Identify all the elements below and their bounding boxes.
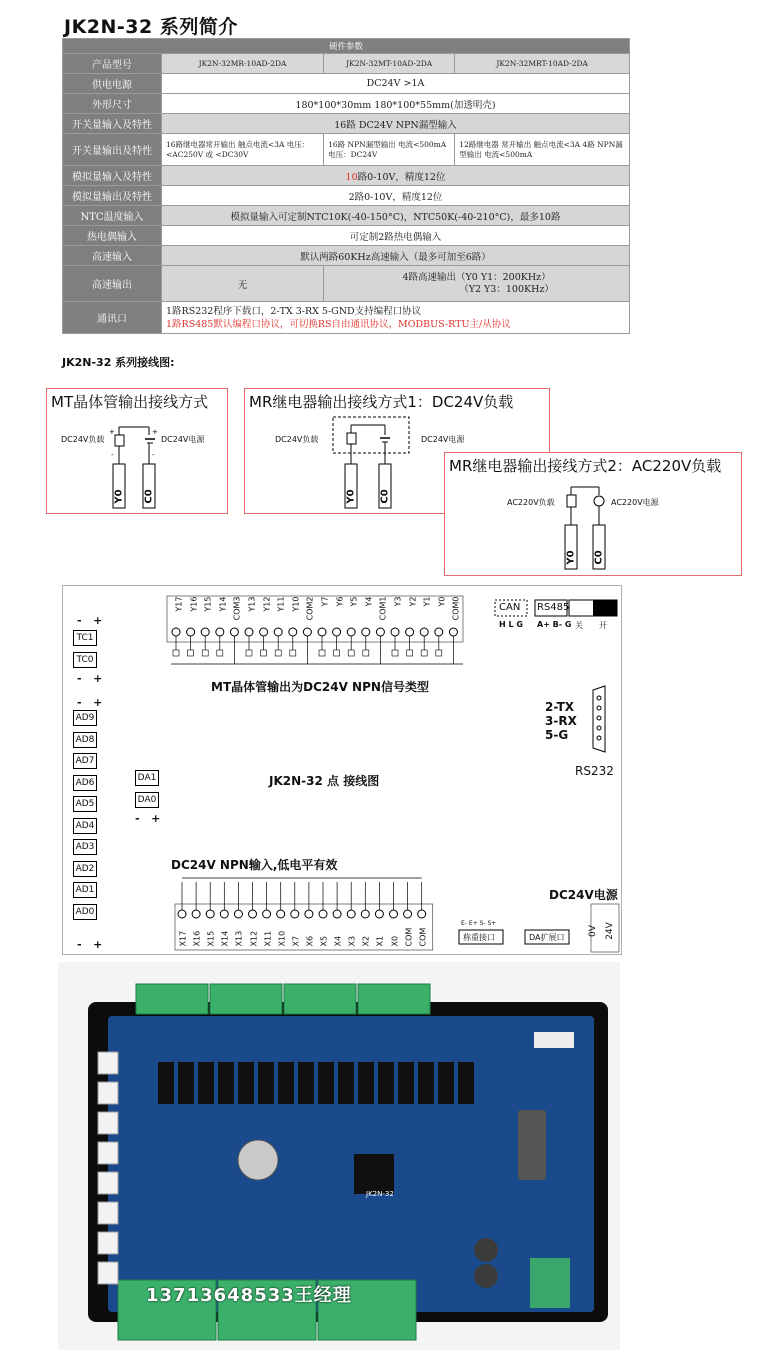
photo-relay (318, 1062, 334, 1104)
output-terminal: COM3 (232, 596, 242, 621)
output-terminal: Y13 (247, 596, 257, 612)
input-terminal: X14 (220, 930, 230, 947)
power-pin-0v: 0V (587, 925, 598, 937)
spec-hso-line2: （Y2 Y3：100KHz） (459, 283, 554, 295)
mt-terminal-c0: C0 (143, 489, 155, 504)
input-terminal: X0 (390, 935, 399, 947)
rs232-pin-tx: 2-TX (545, 700, 575, 714)
spec-hso-none: 无 (162, 266, 324, 302)
spec-ai-value (162, 166, 630, 186)
input-screw (192, 910, 200, 918)
output-screw (274, 628, 282, 636)
spec-comm-line1: 1路RS232程序下载口，2-TX 3-RX 5-GND支持编程口协议 (166, 305, 422, 317)
output-relay-symbol (275, 650, 281, 656)
input-terminal: COM (418, 927, 428, 947)
spec-label-ao: 模拟量输出及特性 (63, 186, 162, 206)
output-screw (216, 628, 224, 636)
spec-ai-count: 10 (345, 171, 358, 183)
spec-hso-line1: 4路高速输出（Y0 Y1：200KHz） (402, 271, 551, 283)
photo-relay (398, 1062, 414, 1104)
spec-ntc-value: 模拟量输入可定制NTC10K(-40-150°C)，NTC50K(-40-210°C)，最多10路 (162, 206, 630, 226)
output-relay-symbol (173, 650, 179, 656)
output-screw (201, 628, 209, 636)
input-terminal: X11 (263, 930, 273, 947)
spec-label-hsi: 高速输入 (63, 246, 162, 266)
svg-text:+: + (152, 428, 158, 436)
svg-text:-: - (152, 451, 155, 459)
mr2-terminal-c0: C0 (593, 550, 605, 565)
photo-relay (378, 1062, 394, 1104)
mt-wiring-box (46, 388, 228, 514)
ad-minus-top: - (77, 696, 82, 709)
output-relay-symbol (421, 650, 427, 656)
input-terminal: X12 (249, 930, 258, 947)
output-screw (333, 628, 341, 636)
photo-analog-connector (98, 1232, 118, 1254)
output-screw (172, 628, 180, 636)
output-screw (391, 628, 399, 636)
spec-label-comm: 通讯口 (63, 302, 162, 334)
ad-connector: AD3 (73, 839, 97, 855)
spec-label-ntc: NTC温度输入 (63, 206, 162, 226)
input-terminal: X7 (291, 935, 301, 947)
output-terminal: Y11 (276, 596, 286, 612)
da-connector: DA1 (135, 770, 159, 786)
spec-model-mrt: JK2N-32MRT-10AD-2DA (455, 54, 630, 74)
switch-off-label: 关 (575, 621, 583, 630)
output-screw (303, 628, 311, 636)
spec-comm-value (162, 302, 630, 334)
input-screw (375, 910, 383, 918)
output-terminal: COM1 (378, 596, 388, 621)
spec-size-value: 180*100*30mm 180*100*55mm(加透明壳) (162, 94, 630, 114)
input-screw (178, 910, 186, 918)
output-relay-symbol (319, 650, 325, 656)
input-type-note: DC24V NPN输入,低电平有效 (171, 858, 338, 872)
mr2-wiring-caption: MR继电器输出接线方式2：AC220V负载 (449, 457, 722, 475)
output-relay-symbol (290, 650, 296, 656)
output-relay-symbol (436, 650, 442, 656)
scale-port-pins: E- E+ S- S+ (461, 920, 497, 927)
input-terminal: X1 (375, 935, 385, 947)
input-terminal: X10 (277, 930, 287, 947)
input-screw (319, 910, 327, 918)
tc-plus-bottom: + (93, 672, 103, 685)
ad-connector: AD8 (73, 732, 97, 748)
output-terminal: COM2 (305, 596, 315, 621)
output-terminal: Y5 (349, 596, 359, 607)
mt-load-label: DC24V负载 (61, 435, 105, 444)
da-polarity (135, 812, 160, 825)
mr2-supply-label: AC220V电源 (611, 498, 659, 507)
board-center-title: JK2N-32 点 接线图 (269, 774, 380, 788)
ad-bottom-polarity (77, 938, 102, 951)
mr1-terminal-c0: C0 (379, 489, 391, 504)
da-ext-port-label: DA扩展口 (529, 933, 565, 942)
mt-wiring-schematic (47, 389, 227, 513)
photo-analog-connector (98, 1112, 118, 1134)
input-screw (404, 910, 412, 918)
input-terminal: X5 (319, 935, 329, 947)
photo-relay (438, 1062, 454, 1104)
power-pin-24v: 24V (604, 922, 615, 940)
spec-do-mr: 16路继电器常开输出 触点电流<3A 电压：<AC250V 或 <DC30V (162, 134, 324, 166)
spec-label-do: 开关量输出及特性 (63, 134, 162, 166)
scale-port-label: 称重接口 (463, 933, 495, 942)
spec-label-di: 开关量输入及特性 (63, 114, 162, 134)
photo-top-terminal-block (284, 984, 356, 1014)
input-terminal: X17 (178, 930, 188, 947)
da-plus: + (151, 812, 161, 825)
input-screw (249, 910, 257, 918)
output-screw (187, 628, 195, 636)
output-screw (260, 628, 268, 636)
input-terminal: COM (404, 927, 414, 947)
output-screw (362, 628, 370, 636)
wiring-heading: JK2N-32 系列接线图: (62, 356, 175, 369)
tc-minus-top: - (77, 614, 82, 627)
ad-connector: AD6 (73, 775, 97, 791)
output-screw (449, 628, 457, 636)
ad-plus-top: + (93, 696, 103, 709)
output-terminal: Y1 (422, 596, 432, 607)
photo-relay (198, 1062, 214, 1104)
output-relay-symbol (348, 650, 354, 656)
mr1-wiring-caption: MR继电器输出接线方式1：DC24V负载 (249, 393, 514, 411)
input-screw (291, 910, 299, 918)
tc-connector: TC1 (73, 630, 97, 646)
spec-label-power: 供电电源 (63, 74, 162, 94)
mt-supply-label: DC24V电源 (161, 435, 205, 444)
spec-table (62, 38, 630, 334)
input-screw (234, 910, 242, 918)
tc-bottom-polarity (77, 672, 102, 685)
input-screw (390, 910, 398, 918)
tc-top-polarity (77, 614, 102, 627)
ad-connector: AD7 (73, 753, 97, 769)
input-screw (263, 910, 271, 918)
ad-minus-bottom: - (77, 938, 82, 951)
photo-relay (298, 1062, 314, 1104)
mr2-terminal-y0: Y0 (565, 550, 577, 565)
spec-di-value: 16路 DC24V NPN漏型输入 (162, 114, 630, 134)
photo-analog-connector (98, 1262, 118, 1284)
output-terminal: COM0 (451, 596, 461, 621)
spec-power-value: DC24V >1A (162, 74, 630, 94)
input-terminal: X3 (347, 935, 357, 947)
input-terminal: X6 (305, 935, 315, 947)
ad-top-polarity (77, 696, 102, 709)
photo-analog-connector (98, 1172, 118, 1194)
can-pins: H L G (499, 620, 523, 629)
mr1-load-label: DC24V负载 (275, 435, 319, 444)
photo-relay (278, 1062, 294, 1104)
spec-label-tc: 热电偶输入 (63, 226, 162, 246)
input-terminal: X15 (206, 930, 216, 947)
ad-connector: AD2 (73, 861, 97, 877)
photo-analog-connector (98, 1142, 118, 1164)
output-terminal: Y7 (320, 596, 330, 607)
spec-label-model: 产品型号 (63, 54, 162, 74)
can-label: CAN (499, 602, 521, 613)
photo-top-terminal-block (136, 984, 208, 1014)
output-screw (347, 628, 355, 636)
output-relay-symbol (334, 650, 340, 656)
spec-hsi-value: 默认两路60KHz高速输入（最多可加至6路） (162, 246, 630, 266)
input-screw (305, 910, 313, 918)
spec-model-mr: JK2N-32MR-10AD-2DA (162, 54, 324, 74)
tc-connector: TC0 (73, 652, 97, 668)
output-terminal: Y4 (364, 596, 374, 607)
svg-text:+: + (109, 428, 115, 436)
output-screw (318, 628, 326, 636)
output-screw (376, 628, 384, 636)
spec-comm-line2: 1路RS485默认编程口协议，可切换RS自由通讯协议，MODBUS-RTU主/从协议 (166, 318, 511, 330)
input-screw (347, 910, 355, 918)
photo-relay (238, 1062, 254, 1104)
spec-label-size: 外形尺寸 (63, 94, 162, 114)
rs485-label: RS485 (537, 602, 570, 613)
input-screw (206, 910, 214, 918)
output-relay-symbol (392, 650, 398, 656)
photo-analog-connector (98, 1202, 118, 1224)
ad-connector: AD9 (73, 710, 97, 726)
mt-terminal-y0: Y0 (113, 489, 125, 504)
input-screw (277, 910, 285, 918)
tc-plus-top: + (93, 614, 103, 627)
output-terminal: Y10 (291, 596, 301, 612)
rs232-pin-gnd: 5-G (545, 728, 569, 742)
spec-do-mt: 16路 NPN漏型输出 电流<500mA 电压：DC24V (324, 134, 455, 166)
mr2-load-label: AC220V负载 (507, 498, 555, 507)
input-terminal: X16 (192, 930, 202, 947)
output-terminal: Y16 (189, 596, 199, 612)
output-relay-symbol (246, 650, 252, 656)
photo-top-terminal-block (358, 984, 430, 1014)
rs232-pin-labels (545, 700, 577, 742)
input-screw (361, 910, 369, 918)
da-connector: DA0 (135, 792, 159, 808)
photo-top-terminal-block (210, 984, 282, 1014)
contact-text: 13713648533王经理 (146, 1285, 352, 1306)
output-screw (420, 628, 428, 636)
photo-relay (458, 1062, 474, 1104)
ad-connector: AD4 (73, 818, 97, 834)
photo-relay (418, 1062, 434, 1104)
spec-model-mt: JK2N-32MT-10AD-2DA (324, 54, 455, 74)
mr1-supply-label: DC24V电源 (421, 435, 465, 444)
input-screw (418, 910, 426, 918)
photo-analog-connector (98, 1052, 118, 1074)
power-label: DC24V电源 (549, 888, 618, 902)
output-relay-symbol (407, 650, 413, 656)
photo-relay (258, 1062, 274, 1104)
output-relay-symbol (202, 650, 208, 656)
ad-connector: AD1 (73, 882, 97, 898)
photo-relay (338, 1062, 354, 1104)
photo-relay (218, 1062, 234, 1104)
output-screw (230, 628, 238, 636)
spec-tc-value: 可定制2路热电偶输入 (162, 226, 630, 246)
svg-text:-: - (111, 451, 114, 459)
mt-wiring-caption: MT晶体管输出接线方式 (51, 393, 209, 411)
photo-relay (178, 1062, 194, 1104)
spec-do-mrt: 12路继电器 常开输出 触点电流<3A 4路 NPN漏型输出 电流<500mA (455, 134, 630, 166)
rs232-pin-rx: 3-RX (545, 714, 577, 728)
output-terminal: Y14 (218, 596, 228, 612)
output-relay-symbol (363, 650, 369, 656)
output-terminal: Y3 (393, 596, 403, 607)
input-screw (220, 910, 228, 918)
spec-ai-rest: 路0-10V，精度12位 (357, 171, 446, 183)
photo-analog-connector (98, 1082, 118, 1104)
rs485-pins: A+ B- G (537, 620, 572, 629)
input-terminal: X13 (234, 930, 244, 947)
output-type-note: MT晶体管输出为DC24V NPN信号类型 (211, 680, 429, 694)
output-screw (435, 628, 443, 636)
mr2-wiring-box (444, 452, 742, 576)
photo-relay (358, 1062, 374, 1104)
output-terminal: Y12 (262, 596, 272, 612)
output-screw (289, 628, 297, 636)
output-terminal: Y2 (408, 596, 418, 607)
output-relay-symbol (217, 650, 223, 656)
spec-label-hso: 高速输出 (63, 266, 162, 302)
ad-connector: AD5 (73, 796, 97, 812)
input-terminal: X4 (333, 935, 343, 947)
photo-relay (158, 1062, 174, 1104)
input-terminal: X2 (361, 935, 371, 947)
da-minus: - (135, 812, 140, 825)
tc-minus-bottom: - (77, 672, 82, 685)
output-terminal: Y6 (335, 596, 345, 607)
output-terminal: Y15 (203, 596, 213, 612)
rs232-label: RS232 (575, 764, 614, 778)
ad-plus-bottom: + (93, 938, 103, 951)
input-screw (333, 910, 341, 918)
output-screw (245, 628, 253, 636)
ad-connector: AD0 (73, 904, 97, 920)
spec-label-ai: 模拟量输入及特性 (63, 166, 162, 186)
mr1-terminal-y0: Y0 (345, 489, 357, 504)
output-terminal: Y0 (437, 596, 447, 607)
photo-board-name: JK2N-32 (366, 1190, 394, 1198)
spec-section-header: 硬件参数 (63, 39, 630, 54)
spec-hso-value (324, 266, 630, 302)
switch-on-label: 开 (599, 621, 607, 630)
spec-ao-value: 2路0-10V，精度12位 (162, 186, 630, 206)
board-wiring-diagram (62, 585, 622, 955)
output-screw (406, 628, 414, 636)
page-title: JK2N-32 系列简介 (64, 16, 238, 38)
output-relay-symbol (188, 650, 194, 656)
output-relay-symbol (261, 650, 267, 656)
output-terminal: Y17 (174, 596, 184, 612)
